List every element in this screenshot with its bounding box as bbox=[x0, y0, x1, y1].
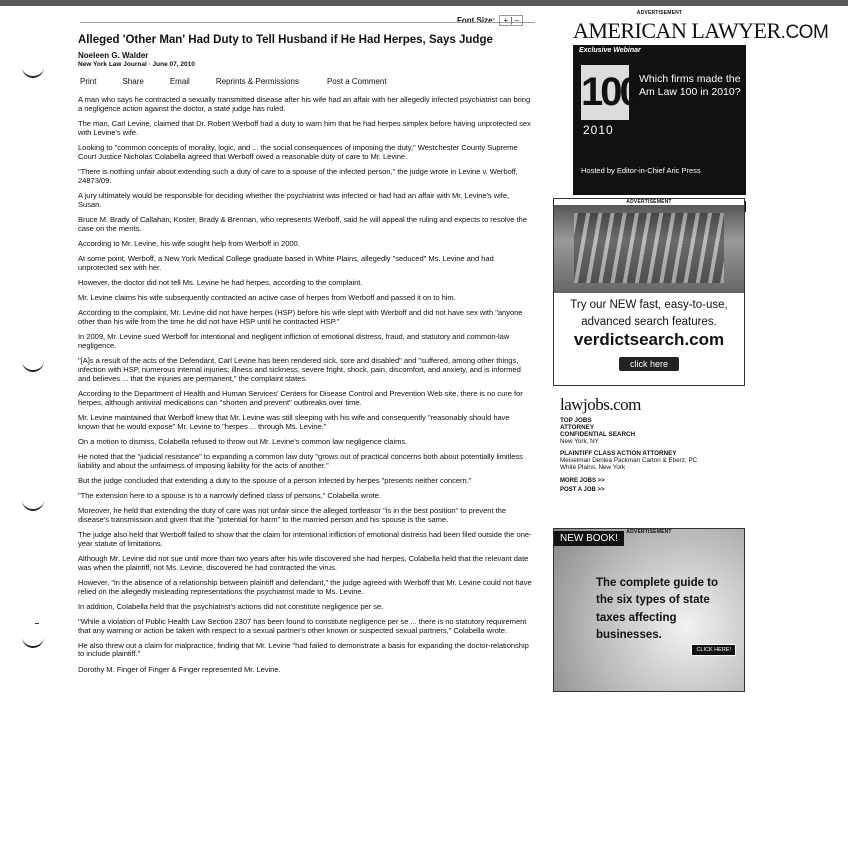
article-paragraph: However, "in the absence of a relationship between plaintiff and defendant," the judge agreed with Werboff that Mr. Levine could not have relied on the allegedly misleading representations the psychiatrist made to Ms. Levine. bbox=[78, 577, 532, 596]
article-paragraph: Bruce M. Brady of Callahan, Koster, Brady & Brennan, who represents Werboff, said he will appeal the ruling and expects to resolve the case on the merits. bbox=[78, 215, 527, 233]
american-lawyer-logo-suffix: .COM bbox=[780, 22, 829, 43]
article-paragraph: The judge also held that Werboff failed to show that the claim for intentional infliction of emotional distress had been filed outside the one-year statute of limitations. bbox=[78, 529, 532, 548]
article-paragraph: He noted that the "judicial resistance" to expanding a common law duty "grows out of practical concerns both about potentially limitless liability and about the unfairness of imposing liability for the acts of another." bbox=[78, 451, 523, 470]
article-paragraph: Moreover, he held that extending the duty of care was not unfair since the alleged tortfeasor "is in the best position" to prevent the disease's transmission and given that the "potential for harm" to the married person and his spouse is the same. bbox=[78, 505, 507, 524]
article-paragraph: "While a violation of Public Health Law Section 2307 has been found to constitute negligence per se ... there is no statutory requirement that any warning or action be taken with respect to a sexual partner's other known or suspected sexual partners," Colabella wrote. bbox=[78, 616, 527, 635]
article-paragraph: He also threw out a claim for malpractice, finding that Mr. Levine "had failed to demonstrate a basis for expanding the doctor-relationship to include plaintiff." bbox=[78, 640, 529, 659]
new-book-tag: NEW BOOK! bbox=[554, 531, 624, 546]
job-listing[interactable] bbox=[560, 417, 740, 445]
article-paragraph: However, the doctor did not tell Ms. Levine he had herpes, according to the complaint. bbox=[78, 278, 363, 288]
webinar-host: Hosted by Editor-in-Chief Aric Press bbox=[581, 166, 701, 175]
article-paragraph: "There is nothing unfair about extending such a duty of care to a spouse of the infected person," the judge wrote in Levine v. Werboff, 24873/09. bbox=[78, 167, 518, 186]
webinar-tag: Exclusive Webinar bbox=[579, 47, 641, 54]
article-paragraph: Although Mr. Levine did not sue until more than two years after his wife discovered she had herpes, Colabella held that the relevant date was when the plaintiff, not Ms. Levine, discovered he had contracted the virus. bbox=[78, 553, 529, 572]
verdict-ad-text: Try our NEW fast, easy-to-use, advanced search features. bbox=[570, 299, 728, 328]
article-author[interactable]: Noeleen G. Walder bbox=[78, 51, 149, 61]
job-employer: CONFIDENTIAL SEARCH bbox=[560, 431, 636, 439]
margin-annotation-mark bbox=[22, 64, 44, 78]
article-paragraph: The man, Carl Levine, claimed that Dr. Robert Werboff had a duty to warn him that he had herpes simplex before having unprotected sex with Levine's wife. bbox=[78, 119, 531, 138]
job-listing[interactable] bbox=[560, 450, 740, 471]
webinar-year: 2010 bbox=[583, 123, 614, 137]
verdictsearch-ad[interactable] bbox=[553, 198, 745, 386]
click-here-button[interactable]: click here bbox=[619, 357, 679, 371]
margin-tick-mark bbox=[35, 623, 39, 624]
article-paragraph: At some point, Werboff, a New York Medical College graduate based in White Plains, allegedly "seduced" Ms. Levine and had unprotected sex with her. bbox=[78, 254, 494, 272]
article-paragraph: Mr. Levine maintained that Werboff knew that Mr. Levine was still sleeping with his wife and consequently "reasonably should have known that he would expose" Mr. Levine to "herpes ... through Ms. Levine." bbox=[78, 412, 510, 431]
article-paragraph: A jury ultimately would be responsible for deciding whether the psychiatrist was infected or had had an affair with Mr. Levine's wife, Susan. bbox=[78, 191, 510, 210]
ad-photo-texture bbox=[574, 213, 724, 283]
email-link[interactable]: Email bbox=[169, 77, 190, 87]
article-paragraph: A man who says he contracted a sexually transmitted disease after his wife had an affair with her allegedly infected psychiatrist can bring a negligence action against the doctor, a state judge has ruled. bbox=[78, 95, 531, 114]
article-paragraph: According to the Department of Health and Human Services' Centers for Disease Control and Prevention Web site, there is no cure for herpes, although antiviral medications can "shorten and prevent" outbreaks over time. bbox=[78, 388, 523, 407]
job-location: New York, NY bbox=[560, 438, 599, 446]
ad-label: ADVERTISEMENT bbox=[626, 199, 672, 205]
article-title: Alleged 'Other Man' Had Duty to Tell Husband if He Had Herpes, Says Judge bbox=[78, 34, 493, 46]
american-lawyer-logo[interactable] bbox=[573, 18, 829, 43]
post-job-link[interactable]: POST A JOB >> bbox=[560, 487, 605, 494]
am-law-100-graphic: 100 bbox=[581, 65, 629, 120]
margin-annotation-mark bbox=[22, 634, 44, 648]
verdict-ad-url[interactable]: verdictsearch.com bbox=[573, 330, 725, 349]
margin-annotation-mark bbox=[22, 358, 44, 372]
article-paragraph: Looking to "common concepts of morality, logic, and ... the social consequences of imposing the duty," Westchester County Supreme Court Justice Nicholas Colabella agreed that Werboff owed a reasonable duty of care to Mr. Levine. bbox=[78, 143, 518, 162]
article bbox=[78, 33, 533, 681]
webinar-question: Which firms made the Am Law 100 in 2010? bbox=[639, 73, 741, 98]
article-paragraph: "The extension here to a spouse is to a narrowly defined class of persons," Colabella wrote. bbox=[78, 490, 382, 500]
job-heading: TOP JOBS bbox=[560, 417, 592, 424]
font-size-buttons[interactable] bbox=[499, 15, 523, 26]
lawjobs-widget bbox=[560, 395, 740, 493]
article-source-date: New York Law Journal · June 07, 2010 bbox=[78, 60, 195, 68]
job-title[interactable]: PLAINTIFF CLASS ACTION ATTORNEY bbox=[560, 450, 677, 458]
font-size-label: Font Size: bbox=[457, 16, 496, 25]
more-jobs-link[interactable]: MORE JOBS >> bbox=[560, 478, 605, 485]
job-employer: Meiselman Denlea Packman Carton & Eberz, PC bbox=[560, 457, 698, 465]
article-paragraph: Mr. Levine claims his wife subsequently contracted an active case of herpes from Werboff and passed it on to him. bbox=[78, 293, 456, 303]
article-body bbox=[78, 96, 533, 674]
article-paragraph: Dorothy M. Finger of Finger & Finger represented Mr. Levine. bbox=[78, 664, 281, 674]
font-size-adjust-buttons[interactable]: + | – bbox=[503, 16, 520, 25]
new-book-text: The complete guide to the six types of state taxes affecting businesses. bbox=[596, 577, 719, 641]
font-size-control bbox=[457, 15, 523, 26]
lawjobs-logo[interactable]: lawjobs.com bbox=[560, 395, 641, 414]
window-top-bar bbox=[0, 0, 848, 6]
ad-label: ADVERTISEMENT bbox=[626, 529, 672, 535]
article-paragraph: According to Mr. Levine, his wife sought help from Werboff in 2000. bbox=[78, 239, 300, 249]
header-divider bbox=[80, 22, 535, 23]
article-paragraph: In 2009, Mr. Levine sued Werboff for intentional and negligent infliction of emotional distress, fraud, and statutory and common-law negligence. bbox=[78, 332, 510, 350]
article-tools bbox=[78, 77, 533, 86]
am-law-webinar-ad[interactable] bbox=[573, 45, 746, 195]
ad-label: ADVERTISEMENT bbox=[636, 10, 683, 16]
post-comment-link[interactable]: Post a Comment bbox=[326, 77, 387, 87]
article-paragraph: But the judge concluded that extending a duty to the spouse of a person infected by herpes "presents neither concern." bbox=[78, 475, 472, 485]
reprints-permissions-link[interactable]: Reprints & Permissions bbox=[215, 77, 299, 87]
article-paragraph: On a motion to dismiss, Colabella refused to throw out Mr. Levine's common law negligence claims. bbox=[78, 436, 408, 446]
click-here-button[interactable]: CLICK HERE! bbox=[691, 644, 736, 656]
job-title[interactable]: ATTORNEY bbox=[560, 424, 595, 432]
job-location: White Plains, New York bbox=[560, 464, 626, 472]
ad-photo bbox=[554, 205, 744, 293]
article-paragraph: According to the complaint, Mr. Levine did not have herpes (HSP) before his wife slept with Werboff and did not have sex with "anyone other than his wife from the time he did not have HSP until he contracted HSP." bbox=[78, 308, 523, 327]
article-paragraph: In addition, Colabella held that the psychiatrist's actions did not constitute negligence per se. bbox=[78, 601, 384, 611]
american-lawyer-logo-text: AMERICAN LAWYER bbox=[573, 18, 781, 43]
article-paragraph: "[A]s a result of the acts of the Defendant, Carl Levine has been rendered sick, sore and disabled" and "suffered, among other things, infection with HSP, numerous internal injuries; illness and sickness, severe fright, shock, pain, discomfort, and anxiety, and is informed and believes ... that the injuries are permanent," the complaint states. bbox=[78, 356, 521, 383]
share-link[interactable]: Share bbox=[122, 77, 144, 87]
print-link[interactable]: Print bbox=[80, 77, 97, 87]
sidebar bbox=[553, 10, 829, 212]
new-book-ad[interactable] bbox=[553, 528, 745, 692]
margin-annotation-mark bbox=[22, 497, 44, 511]
